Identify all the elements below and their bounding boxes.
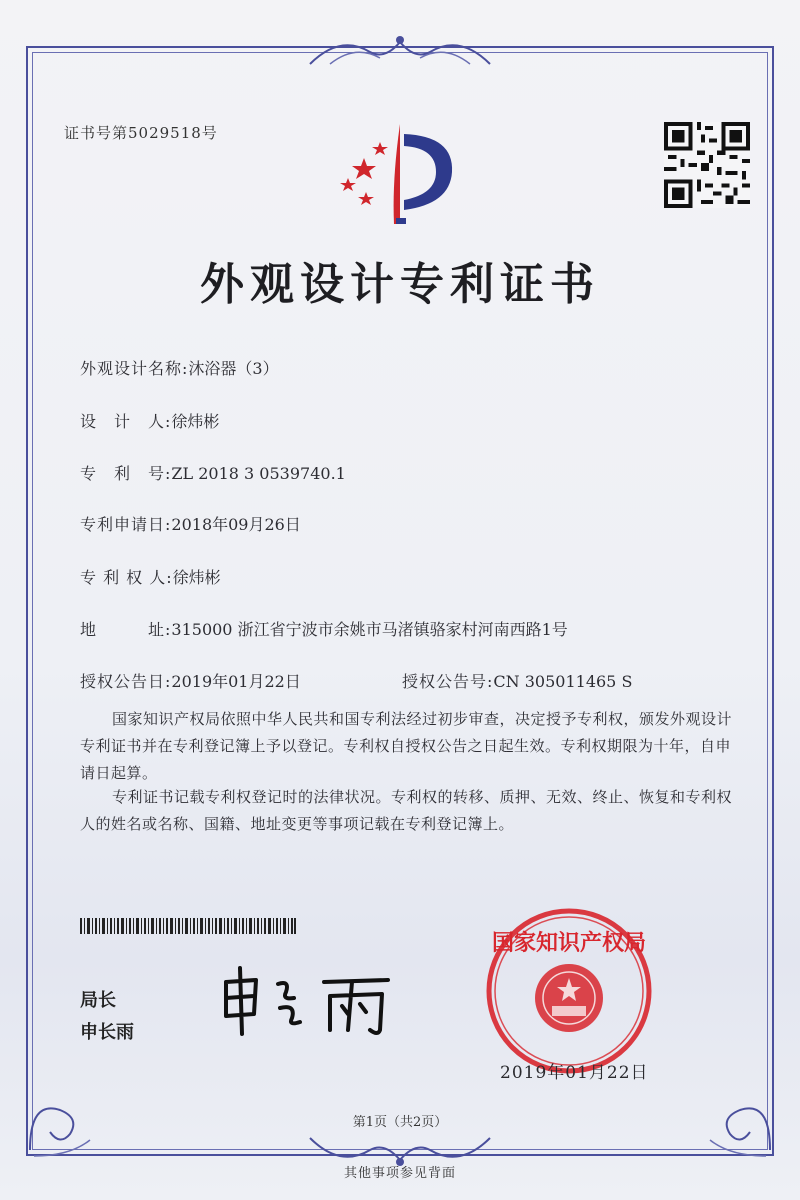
certificate-title: 外观设计专利证书 xyxy=(200,259,600,310)
cnipa-logo-icon xyxy=(336,120,466,230)
grant-number-value: CN 305011465 S xyxy=(493,672,633,691)
patent-number-row xyxy=(80,461,346,484)
barcode-icon xyxy=(80,918,296,934)
handwritten-signature xyxy=(212,960,412,1040)
design-name-label: 外观设计名称: xyxy=(80,359,189,378)
patentee-row xyxy=(80,565,221,588)
grant-statement-paragraph: 国家知识产权局依照中华人民共和国专利法经过初步审查，决定授予专利权，颁发外观设计专利证书并在专利登记簿上予以登记。专利权自授权公告之日起生效。专利权期限为十年，自申请日起算。 xyxy=(80,710,733,782)
official-seal xyxy=(474,906,664,1076)
certificate-number: 证书号第5029518号 xyxy=(64,124,218,142)
legal-status-paragraph: 专利证书记载专利权登记时的法律状况。专利权的转移、质押、无效、终止、恢复和专利权人的姓名或名称、国籍、地址变更等事项记载在专利登记簿上。 xyxy=(80,788,733,833)
filing-date-value: 2018年09月26日 xyxy=(171,515,301,534)
seal-date: 2019年01月22日 xyxy=(500,1063,649,1083)
designer-value: 徐炜彬 xyxy=(171,412,220,431)
grant-number-row xyxy=(402,669,632,692)
filing-date-label: 专利申请日: xyxy=(80,515,172,534)
patentee-label: 专 利 权 人: xyxy=(80,568,173,587)
grant-number-label: 授权公告号: xyxy=(402,672,494,691)
grant-date-label: 授权公告日: xyxy=(80,672,172,691)
seal-text: 国家知识产权局 xyxy=(491,930,647,956)
patent-number-label: 专 利 号: xyxy=(80,464,172,483)
grant-date-value: 2019年01月22日 xyxy=(171,672,301,691)
design-name-value: 沐浴器（3） xyxy=(188,359,279,378)
grant-date-row xyxy=(80,669,301,692)
qr-code-icon xyxy=(664,122,750,208)
patentee-value: 徐炜彬 xyxy=(172,568,221,587)
address-label: 地 址: xyxy=(80,620,172,639)
filing-date-row xyxy=(80,512,301,535)
address-row xyxy=(80,617,568,640)
director-title: 局长 xyxy=(80,990,116,1011)
page-number: 第1页（共2页） xyxy=(352,1115,448,1130)
address-value: 315000 浙江省宁波市余姚市马渚镇骆家村河南西路1号 xyxy=(171,620,568,639)
designer-label: 设 计 人: xyxy=(80,412,172,431)
design-name-row xyxy=(80,356,279,379)
top-ornament xyxy=(300,30,500,70)
back-page-note: 其他事项参见背面 xyxy=(343,1166,456,1181)
patent-number-value: ZL 2018 3 0539740.1 xyxy=(171,464,346,483)
director-name: 申长雨 xyxy=(80,1022,134,1043)
designer-row xyxy=(80,409,219,432)
